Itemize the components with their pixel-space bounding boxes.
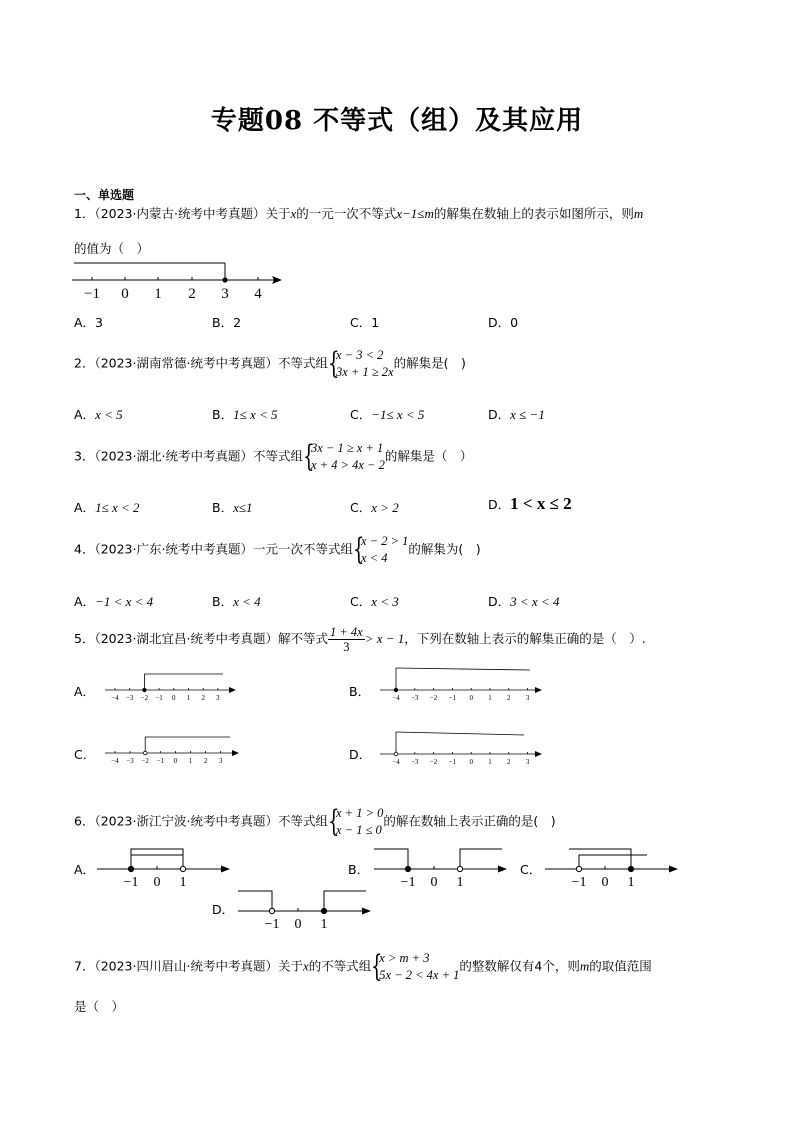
tick-label: 1 [627,875,635,890]
tick-label: −4 [392,758,400,766]
endpoint [180,866,185,871]
q4-b-label: B． [212,594,234,609]
tick-label: 1 [456,875,464,890]
q3-system: { 3x − 1 ≥ x + 1 x + 4 > 4x − 2 [302,439,385,474]
q3-row1: 3x − 1 ≥ x + 1 [310,441,384,455]
question-6 [74,805,556,839]
axis-arrow [362,908,371,915]
q3-a-text: 1≤ x < 2 [95,500,140,515]
q2-c-text: −1≤ x < 5 [371,407,425,422]
q1-option-a[interactable]: A．3 [74,315,104,330]
q4-row1: x − 2 > 1 [360,534,409,548]
tick-label: 2 [507,694,511,702]
q3-row2: x + 4 > 4x − 2 [310,458,385,472]
q7-row2: 5x − 2 < 4x + 1 [379,968,460,982]
tick-label: 2 [201,694,205,702]
page-title: 专题08 不等式（组）及其应用 [210,106,584,136]
q2-row1: x − 3 < 2 [335,348,384,362]
q3-option-d[interactable] [488,494,572,514]
tick-label: −1 [123,875,139,890]
q6-a-number-line [95,842,235,890]
tick-label: −4 [392,694,400,702]
axis-arrow [669,866,678,873]
q4-option-a[interactable] [74,592,153,610]
tick-label: −2 [429,758,438,766]
q2-a-label: A． [74,407,96,422]
q5-denominator: 3 [343,640,350,654]
q6-system: { x + 1 > 0 x − 1 ≤ 0 [327,804,384,839]
endpoint [394,688,398,692]
q1-tick-label: 1 [154,286,162,302]
q4-b-text: x < 4 [233,594,261,609]
axis-arrow [535,751,542,757]
q4-d-label: D． [488,594,511,609]
q4-post: 的解集为( ) [408,541,481,557]
q4-row2: x < 4 [360,551,388,565]
axis-arrow [229,687,236,693]
q6-option-b[interactable]: B． [348,862,370,877]
bracket-top [396,732,524,735]
tick-label: −1 [156,757,165,765]
tick-label: −4 [111,694,119,702]
q6-row2: x − 1 ≤ 0 [335,823,382,837]
solution-bracket [238,891,272,911]
q6-option-c[interactable]: C． [520,862,542,877]
q2-option-d[interactable] [488,405,545,423]
q6-b-number-line [372,842,512,890]
q5-fraction [328,625,365,654]
bracket-top [396,668,530,670]
solution-bracket [324,891,366,911]
q3-option-c[interactable] [350,498,399,516]
tick-label: 3 [525,758,530,766]
tick-label: 2 [203,757,208,765]
tick-label: 1 [188,757,193,765]
tick-label: −2 [141,757,149,765]
tick-label: −1 [155,694,163,702]
q5-d-number-line [378,726,544,768]
q2-a-text: x < 5 [95,407,123,422]
tick-label: 0 [173,757,178,765]
q4-option-c[interactable] [350,592,399,610]
q3-c-label: C． [350,500,372,515]
tick-label: −3 [126,757,134,765]
tick-label: −1 [448,694,457,702]
endpoint [143,751,147,755]
tick-label: 3 [218,757,223,765]
q7-prefix: 7．（2023·四川眉山·统考中考真题）关于 [74,958,303,974]
question-2 [74,347,466,381]
tick-label: 0 [172,694,176,702]
q2-option-b[interactable] [212,405,278,423]
q2-b-text: 1≤ x < 5 [233,407,278,422]
q1-option-c[interactable]: C．1 [350,315,380,330]
tick-label: −3 [411,694,419,702]
q4-a-text: −1 < x < 4 [95,594,154,609]
q4-prefix: 4．（2023·广东·统考中考真题）一元一次不等式组 [74,541,353,557]
tick-label: −1 [571,875,587,890]
endpoint [128,866,133,871]
tick-label: −1 [400,875,416,890]
q3-prefix: 3．（2023·湖北·统考中考真题）不等式组 [74,448,303,464]
solution-bracket [579,855,647,869]
axis-arrow [498,866,507,873]
q1-tick-label: 4 [254,286,262,302]
q1-tick-label: −1 [84,286,100,302]
q3-option-b[interactable] [212,498,252,516]
q2-row2: 3x + 1 ≥ 2x [335,365,394,379]
tick-label: −2 [429,694,438,702]
q5-option-d[interactable]: D． [349,747,372,762]
q6-option-d[interactable]: D． [212,902,235,917]
q6-option-a[interactable]: A． [74,862,96,877]
q7-system: { x > m + 3 5x − 2 < 4x + 1 [371,949,460,984]
q3-c-text: x > 2 [371,500,399,515]
q2-option-c[interactable] [350,405,424,423]
q4-option-d[interactable] [488,592,559,610]
tick-label: 1 [186,694,191,702]
q2-c-label: C． [350,407,372,422]
q5-post: ，下列在数轴上表示的解集正确的是（ ）. [404,631,646,646]
endpoint [143,688,147,692]
q1-post: 的解集在数轴上的表示如图所示，则 [433,206,634,221]
q3-b-label: B． [212,500,234,515]
axis-arrow [232,750,239,756]
solution-bracket [131,849,183,855]
endpoint [321,908,326,913]
tick-label: −3 [125,694,134,702]
q4-a-label: A． [74,594,96,609]
q7-row1: x > m + 3 [379,951,430,965]
q7-var: x [302,958,309,974]
question-4 [74,533,481,567]
q5-b-number-line [378,664,544,704]
q2-d-text: x ≤ −1 [510,407,545,422]
q5-numerator: 1 + 4x [329,625,363,639]
q4-c-text: x < 3 [371,594,399,609]
q7-post2: 的取值范围 [589,958,652,974]
tick-label: 0 [469,758,473,766]
question-7 [74,950,652,984]
tick-label: 0 [294,917,302,932]
q5-prefix: 5．（2023·湖北宜昌·统考中考真题）解不等式 [74,631,328,646]
q1-var: x [290,206,297,221]
tick-label: 1 [179,875,187,890]
tick-label: 0 [601,875,609,890]
q7-mid: 的不等式组 [308,958,372,974]
tick-label: 1 [320,917,328,932]
tick-label: 3 [525,694,530,702]
q3-option-a[interactable] [74,498,140,516]
endpoint [457,866,462,871]
q7-post1: 的整数解仅有4个，则 [459,958,580,974]
q1-prefix: 1．（2023·内蒙古·统考中考真题）关于 [74,206,291,221]
endpoint [628,866,633,871]
q5-option-a[interactable]: A． [74,684,96,699]
endpoint [269,908,274,913]
tick-label: −2 [140,694,149,702]
q1-tick-label: 2 [188,286,196,302]
q2-d-label: D． [488,407,511,422]
q3-d-label: D． [488,497,511,512]
endpoint [394,752,398,756]
question-3 [74,440,472,474]
q2-prefix: 2．（2023·湖南常德·统考中考真题）不等式组 [74,355,328,371]
q5-inequality: > x − 1 [364,631,405,646]
tick-label: 3 [216,694,220,702]
section-heading: 一、单选题 [74,188,135,202]
endpoint [405,866,410,871]
solution-bracket [460,849,502,869]
tick-label: −1 [264,917,280,932]
endpoint [576,866,581,871]
q7-line2: 是（ ） [74,999,125,1014]
q1-option-d[interactable]: D．0 [488,315,519,330]
q1-mid: 的一元一次不等式 [296,206,397,221]
tick-label: −3 [411,758,419,766]
q7-var2: m [579,958,590,974]
q6-post: 的解在数轴上表示正确的是( ) [383,813,556,829]
tick-label: 0 [430,875,438,890]
q1-tick-label: 0 [121,286,129,302]
q5-option-b[interactable]: B． [349,684,371,699]
q2-post: 的解集是( ) [393,355,466,371]
axis-arrow [221,866,230,873]
solution-bracket [374,849,408,869]
axis-arrow [535,687,542,693]
q6-d-number-line [236,884,376,932]
q1-number-line [70,256,285,302]
q5-a-number-line [103,670,238,702]
q1-line2: 的值为（ ） [74,241,150,256]
q2-b-label: B． [212,407,234,422]
tick-label: 1 [488,694,492,702]
tick-label: −1 [448,758,457,766]
q5-c-number-line [103,733,241,765]
q4-d-text: 3 < x < 4 [510,594,560,609]
q4-system: { x − 2 > 1 x < 4 [352,532,409,567]
q5-option-c[interactable]: C． [74,747,96,762]
q3-post: 的解集是（ ） [384,448,473,464]
tick-label: 2 [507,758,511,766]
q6-c-number-line [543,842,683,890]
q2-system: { x − 3 < 2 3x + 1 ≥ 2x [327,346,394,381]
q3-d-text: 1 < x ≤ 2 [510,494,572,513]
q3-a-label: A． [74,500,96,515]
q1-option-b[interactable]: B．2 [212,315,242,330]
q6-row1: x + 1 > 0 [335,806,384,820]
q1-tick-label: 3 [221,286,229,302]
question-1 [74,205,643,223]
tick-label: 0 [469,694,473,702]
tick-label: −4 [111,757,119,765]
q1-inequality: x−1≤m [396,206,434,221]
tick-label: 0 [153,875,161,890]
q4-c-label: C． [350,594,372,609]
tick-label: 1 [488,758,492,766]
q6-prefix: 6．（2023·浙江宁波·统考中考真题）不等式组 [74,813,328,829]
q2-option-a[interactable] [74,405,123,423]
q4-option-b[interactable] [212,592,261,610]
q1-var2: m [633,206,644,221]
q3-b-text: x≤1 [233,500,253,515]
question-5 [74,625,646,654]
